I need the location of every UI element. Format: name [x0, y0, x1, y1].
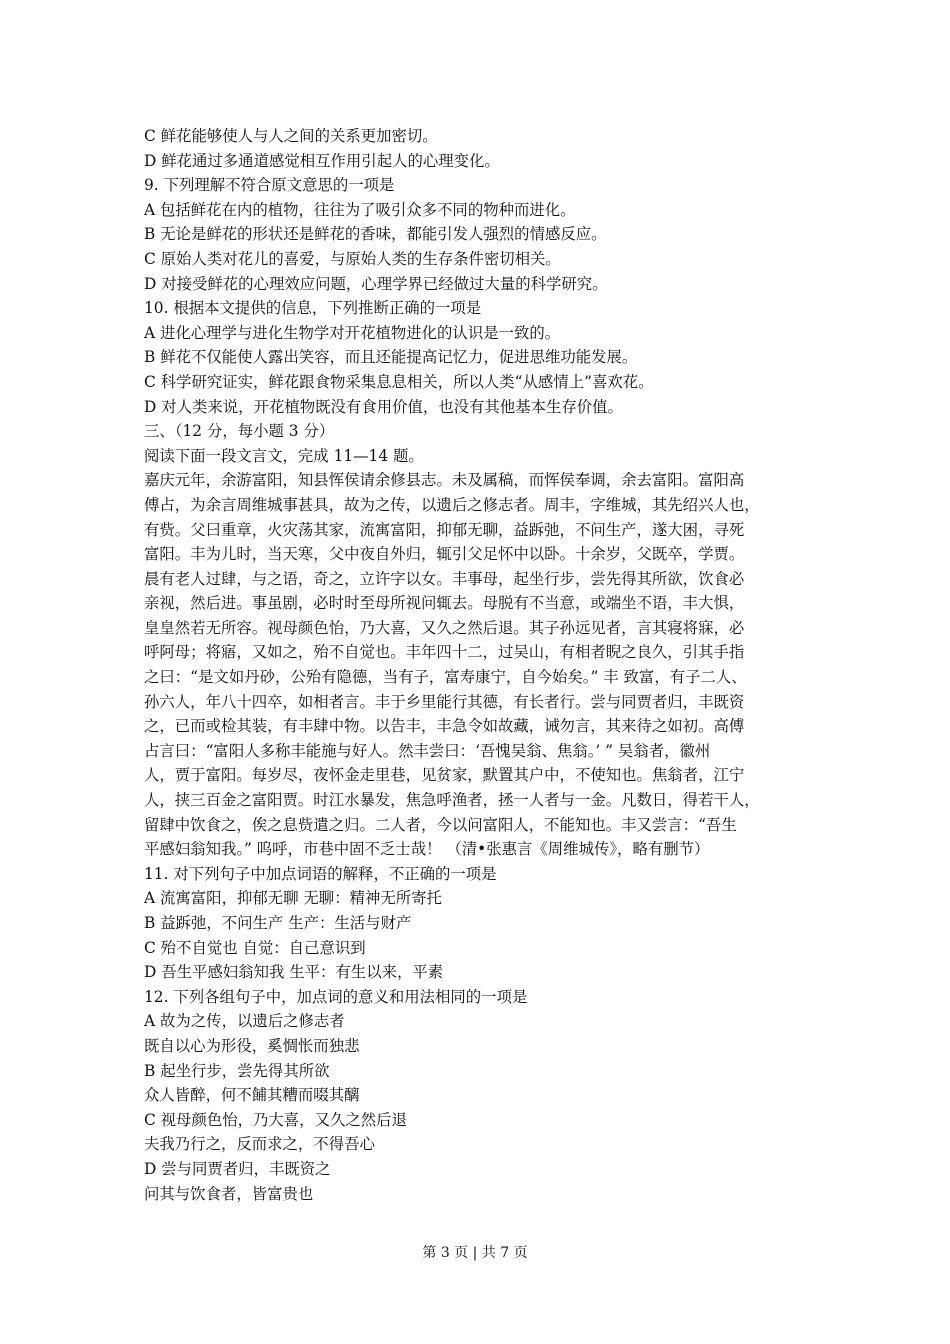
passage-line: 傅占，为余言周维城事甚具，故为之传，以遗后之修志者。周丰，字维城，其先绍兴人也，	[144, 495, 760, 514]
option-d-q8: D 鲜花通过多通道感觉相互作用引起人的心理变化。	[144, 151, 500, 170]
option-c-q8: C 鲜花能够使人与人之间的关系更加密切。	[144, 127, 438, 145]
option-b-q9: B 无论是鲜花的形状还是鲜花的香味，都能引发人强烈的情感反应。	[144, 225, 607, 244]
option-d-q12: D 尝与同贾者归，丰既资之	[144, 1159, 331, 1178]
option-c-q9: C 原始人类对花儿的喜爱，与原始人类的生存条件密切相关。	[144, 249, 561, 268]
passage-line: 晨有老人过肆，与之语，奇之，立许字以女。丰事母，起坐行步，尝先得其所欲，饮食必	[144, 569, 745, 588]
option-b-q10: B 鲜花不仅能使人露出笑容，而且还能提高记忆力，促进思维功能发展。	[144, 348, 638, 367]
option-b-q12-pair: 众人皆醉，何不餔其糟而啜其醨	[144, 1086, 360, 1105]
option-a-q9: A 包括鲜花在内的植物，往往为了吸引众多不同的物种而进化。	[144, 200, 576, 219]
passage-line: 嘉庆元年，余游富阳，知县恽侯请余修县志。未及属稿，而恽侯奉调，余去富阳。富阳高	[144, 471, 745, 490]
passage-line: 孙六人，年八十四卒，如相者言。丰于乡里能行其德，有长者行。尝与同贾者归，丰既资	[144, 692, 745, 711]
passage-line: 留肆中饮食之，俟之息赀遣之归。二人者，今以问富阳人，不能知也。丰又尝言：“吾生	[144, 815, 737, 834]
passage-line: 人，挟三百金之富阳贾。时江水暴发，焦急呼渔者，拯一人者与一金。凡数日，得若干人，	[144, 791, 760, 810]
passage-line: 富阳。丰为儿时，当天寒，父中夜自外归，辄引父足怀中以卧。十余岁，父既卒，学贾。	[144, 545, 745, 564]
passage-line: 亲视，然后进。事虽剧，必时时至母所视问辄去。母脱有不当意，或端坐不语，丰大惧，	[144, 594, 745, 613]
option-d-q11: D 吾生平感妇翁知我 生平：有生以来，平素	[144, 963, 444, 982]
option-d-q10: D 对人类来说，开花植物既没有食用价值，也没有其他基本生存价值。	[144, 397, 623, 416]
option-b-q11: B 益跅弛，不问生产 生产：生活与财产	[144, 914, 412, 932]
option-c-q12: C 视母颜色怡，乃大喜，又久之然后退	[144, 1110, 407, 1129]
option-c-q10: C 科学研究证实，鲜花跟食物采集息息相关，所以人类“从感情上”喜欢花。	[144, 372, 654, 391]
question-11: 11. 对下列句子中加点词语的解释，不正确的一项是	[144, 864, 497, 883]
option-a-q10: A 进化心理学与进化生物学对开花植物进化的认识是一致的。	[144, 323, 561, 342]
reading-instruction: 阅读下面一段文言文，完成 11—14 题。	[144, 446, 424, 465]
option-c-q12-pair: 夫我乃行之，反而求之，不得吾心	[144, 1135, 375, 1154]
option-a-q12-pair: 既自以心为形役，奚惆怅而独悲	[144, 1036, 360, 1055]
passage-line: 皇皇然若无所容。视母颜色怡，乃大喜，又久之然后退。其子孙远见者，言其寝将寐，必	[144, 618, 745, 637]
option-a-q12: A 故为之传，以遗后之修志者	[144, 1012, 345, 1031]
page-footer: 第 3 页 | 共 7 页	[422, 1245, 528, 1261]
section-heading: 三、（12 分，每小题 3 分）	[144, 422, 335, 441]
option-a-q11: A 流寓富阳，抑郁无聊 无聊：精神无所寄托	[144, 889, 442, 908]
passage-line: 之，已而或检其装，有丰肆中物。以告丰，丰急令如故藏，诫勿言，其来待之如初。高傅	[144, 717, 745, 736]
option-d-q9: D 对接受鲜花的心理效应问题，心理学界已经做过大量的科学研究。	[144, 274, 608, 293]
question-9: 9. 下列理解不符合原文意思的一项是	[144, 176, 395, 195]
passage-line: 占言曰：“富阳人多称丰能施与好人。然丰尝曰：‘吾愧吴翁、焦翁。’ ” 吴翁者，徽州	[144, 741, 711, 760]
passage-line: 呼阿母；将寤，又如之，殆不自觉也。丰年四十二，过吴山，有相者睨之良久，引其手指	[144, 643, 745, 662]
option-c-q11: C 殆不自觉也 自觉：自己意识到	[144, 938, 366, 957]
option-b-q12: B 起坐行步，尝先得其所欲	[144, 1061, 330, 1080]
document-body	[144, 124, 824, 1206]
passage-line: 有赀。父曰重章，火灾荡其家，流寓富阳，抑郁无聊，益跅弛，不问生产，遂大困，寻死	[144, 520, 745, 539]
passage-line: 人，贾于富阳。每岁尽，夜怀金走里巷，见贫家，默置其户中，不使知也。焦翁者，江宁	[144, 766, 745, 785]
passage-line: 之曰：“是文如丹砂，公殆有隐德，当有子，富寿康宁，自今始矣。” 丰 致富，有子二人、	[144, 668, 747, 687]
option-d-q12-pair: 问其与饮食者，皆富贵也	[144, 1184, 314, 1203]
question-12: 12. 下列各组句子中，加点词的意义和用法相同的一项是	[144, 987, 528, 1006]
question-10: 10. 根据本文提供的信息，下列推断正确的一项是	[144, 299, 482, 318]
passage-line-source: 平感妇翁知我。” 呜呼，市巷中固不乏士哉！ （清•张惠言《周维城传》，略有删节）	[144, 840, 710, 859]
